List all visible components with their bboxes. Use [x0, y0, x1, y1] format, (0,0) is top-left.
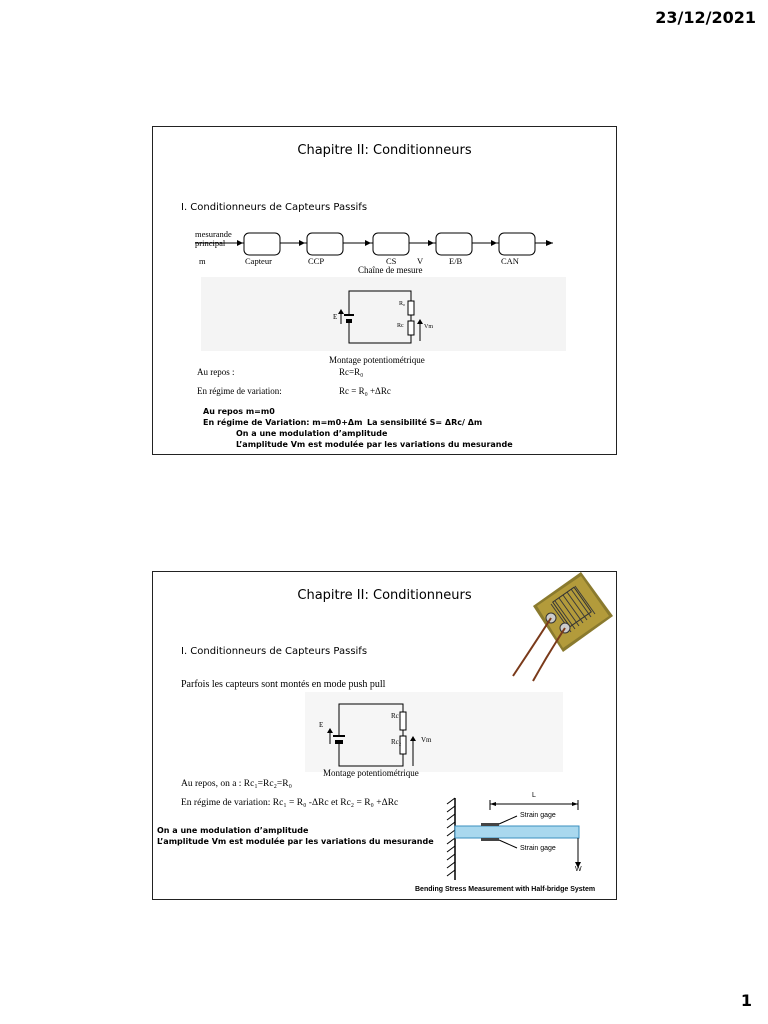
note-modulation: On a une modulation d’amplitude	[236, 429, 388, 438]
slide-1	[152, 126, 617, 455]
note-sensitivity: La sensibilité S= ΔRc/ Δm	[367, 418, 483, 427]
circuit-r0: R₀	[399, 301, 406, 307]
variation-label: En régime de variation:	[197, 386, 282, 396]
circuit-rc: Rc	[397, 323, 404, 329]
slide-title: Chapitre II: Conditionneurs	[297, 143, 472, 158]
circuit-rc2: Rc₂	[391, 738, 402, 746]
circuit-caption: Montage potentiométrique	[329, 355, 425, 365]
chain-capteur: Capteur	[245, 256, 272, 266]
chain-cs: CS	[386, 256, 397, 266]
rest-equation: Rc=R₀	[339, 367, 364, 377]
note-amplitude: L’amplitude Vm est modulée par les variations du mesurande	[157, 837, 434, 846]
potentiometric-circuit	[153, 277, 616, 357]
note-variation: En régime de Variation: m=m0+Δm	[203, 418, 363, 427]
note-rest: Au repos m=m0	[203, 407, 275, 416]
figure-l: L	[532, 792, 536, 799]
circuit-e: E	[333, 313, 338, 321]
measurement-chain-diagram	[153, 227, 616, 267]
circuit-rc1: Rc₁	[391, 712, 402, 720]
circuit-caption: Montage potentiométrique	[323, 768, 419, 778]
chain-can: CAN	[501, 256, 519, 266]
note-amplitude: L’amplitude Vm est modulée par les variations du mesurande	[236, 440, 513, 449]
chain-caption: Chaîne de mesure	[358, 265, 423, 275]
slide-subtitle: I. Conditionneurs de Capteurs Passifs	[181, 646, 368, 657]
chain-input-label: mesurande principal	[195, 229, 232, 248]
chain-m: m	[199, 256, 206, 266]
push-pull-intro: Parfois les capteurs sont montés en mode push pull	[181, 679, 386, 690]
date-header: 23/12/2021	[655, 8, 756, 27]
strain-gage-bottom: Strain gage	[520, 845, 556, 852]
variation-equation: En régime de variation: Rc₁ = R₀ -ΔRc et Rc₂ = R₀ +ΔRc	[181, 798, 399, 808]
variation-equation: Rc = R₀ +ΔRc	[339, 386, 391, 396]
figure-w: W	[575, 866, 582, 873]
rest-equation: Au repos, on a : Rc₁=Rc₂=R₀	[181, 779, 292, 789]
chain-v: V	[417, 256, 424, 266]
half-bridge-figure	[435, 792, 615, 887]
page-number: 1	[740, 991, 752, 1010]
chain-ccp: CCP	[308, 256, 325, 266]
circuit-vm: Vm	[424, 324, 433, 330]
figure-caption: Bending Stress Measurement with Half-bridge System	[415, 886, 596, 893]
chain-eb: E/B	[449, 256, 463, 266]
circuit-e: E	[319, 721, 324, 729]
strain-gauge-photo	[493, 566, 613, 676]
circuit-vm: Vm	[421, 736, 432, 744]
rest-label: Au repos :	[197, 367, 235, 377]
slide-title: Chapitre II: Conditionneurs	[297, 588, 472, 603]
strain-gage-top: Strain gage	[520, 812, 556, 819]
slide-subtitle: I. Conditionneurs de Capteurs Passifs	[181, 202, 368, 213]
slide-2	[152, 571, 617, 900]
note-modulation: On a une modulation d’amplitude	[157, 826, 309, 835]
